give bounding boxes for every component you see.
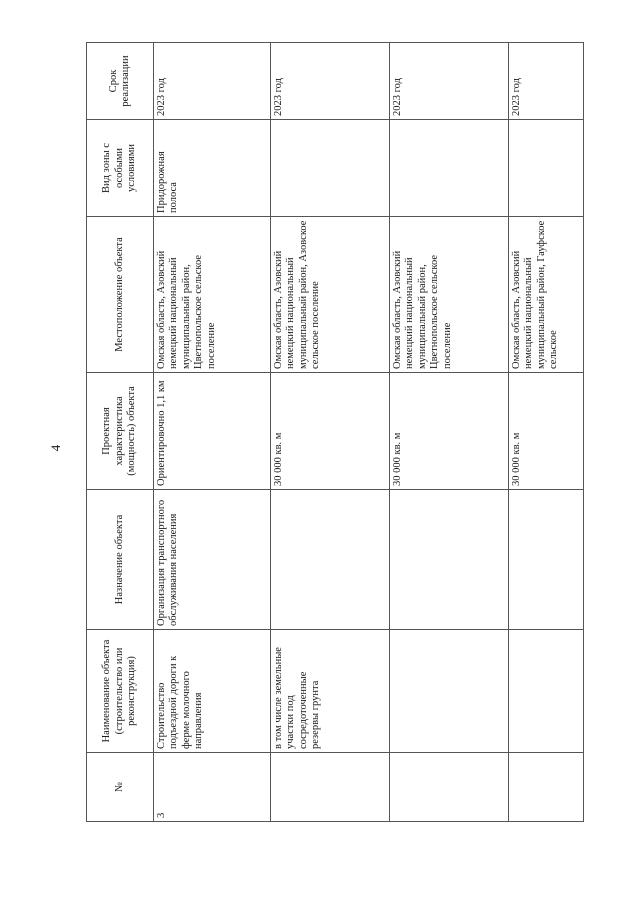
- object-location: Омская область, Азовский немецкий национальный муниципальный район, Гауфское сельское: [509, 217, 584, 373]
- header-num: №: [87, 753, 154, 822]
- header-name: Наименование объекта (строительство или реконструкция): [87, 630, 154, 753]
- object-capacity: 30 000 кв. м: [509, 373, 584, 490]
- table-row: [154, 43, 271, 822]
- object-zone: Придорожная полоса: [154, 120, 271, 217]
- header-capacity: Проектная характеристика (мощность) объекта: [87, 373, 154, 490]
- header-term: Срок реализации: [87, 43, 154, 120]
- object-zone: [271, 120, 390, 217]
- object-name: [390, 630, 509, 753]
- object-location: Омская область, Азовский немецкий национальный муниципальный район, Цветнопольское сельское поселение: [154, 217, 271, 373]
- object-location: Омская область, Азовский немецкий национальный муниципальный район, Азовское сельское поселение: [271, 217, 390, 373]
- table-row: [509, 43, 584, 822]
- object-capacity: Ориентировочно 1,1 км: [154, 373, 271, 490]
- header-location: Местоположение объекта: [87, 217, 154, 373]
- row-num: [509, 753, 584, 822]
- page-number: 4: [48, 444, 63, 452]
- object-term: 2023 год: [390, 43, 509, 120]
- object-zone: [390, 120, 509, 217]
- row-num: [271, 753, 390, 822]
- object-term: 2023 год: [271, 43, 390, 120]
- object-term: 2023 год: [509, 43, 584, 120]
- object-capacity: 30 000 кв. м: [271, 373, 390, 490]
- row-num: [390, 753, 509, 822]
- object-zone: [509, 120, 584, 217]
- header-purpose: Назначение объекта: [87, 490, 154, 630]
- object-capacity: 30 000 кв. м: [390, 373, 509, 490]
- object-name: [509, 630, 584, 753]
- table-row: [271, 43, 390, 822]
- header-zone: Вид зоны с особыми условиями: [87, 120, 154, 217]
- object-name: в том числе земельные участки под сосредоточенные резервы грунта: [271, 630, 390, 753]
- object-location: Омская область, Азовский немецкий национальный муниципальный район, Цветнопольское сельское поселение: [390, 217, 509, 373]
- object-name: Строительство подъездной дороги к ферме молочного направления: [154, 630, 271, 753]
- object-purpose: Организация транспортного обслуживания населения: [154, 490, 271, 630]
- object-purpose: [390, 490, 509, 630]
- table-row: [390, 43, 509, 822]
- object-purpose: [509, 490, 584, 630]
- objects-table: [86, 42, 584, 822]
- rotated-table-container: [86, 43, 583, 822]
- object-purpose: [271, 490, 390, 630]
- table-header-row: [87, 43, 154, 822]
- row-num: 3: [154, 753, 271, 822]
- object-term: 2023 год: [154, 43, 271, 120]
